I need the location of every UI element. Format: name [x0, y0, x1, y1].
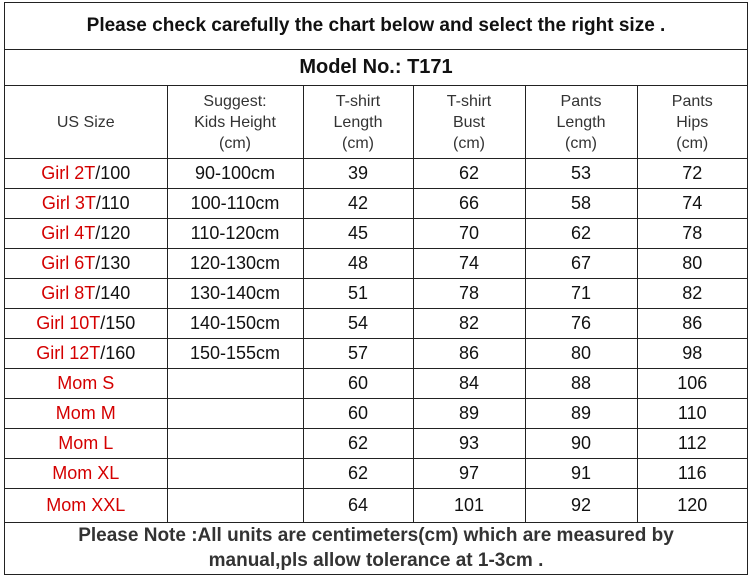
header-line: Hips — [676, 113, 709, 131]
header-line: Pants — [671, 92, 713, 110]
chart-title: Please check carefully the chart below and select the right size . — [5, 3, 747, 50]
size-suffix: /160 — [100, 343, 136, 363]
kids-height-cell: 100-110cm — [167, 189, 303, 219]
pants-length-cell: 90 — [525, 429, 637, 459]
size-table — [5, 86, 747, 523]
tshirt-bust-cell: 97 — [413, 459, 525, 489]
header-line: Suggest: — [203, 92, 267, 110]
table-row — [5, 429, 747, 459]
header-line: Bust — [452, 113, 485, 131]
pants-length-cell: 71 — [525, 279, 637, 309]
kids-height-cell: 140-150cm — [167, 309, 303, 339]
kids-height-cell — [167, 399, 303, 429]
tshirt-length-cell: 54 — [303, 309, 413, 339]
tshirt-length-cell: 62 — [303, 459, 413, 489]
size-cell — [5, 369, 167, 399]
tshirt-length-cell: 60 — [303, 369, 413, 399]
tshirt-length-cell: 42 — [303, 189, 413, 219]
header-us-size — [5, 86, 167, 159]
pants-hips-cell: 74 — [637, 189, 747, 219]
size-suffix: /100 — [95, 163, 131, 183]
size-label: Girl 2T — [41, 163, 96, 183]
header-tshirt-bust — [413, 86, 525, 159]
tshirt-bust-cell: 82 — [413, 309, 525, 339]
table-row — [5, 219, 747, 249]
size-label: Mom S — [57, 373, 115, 393]
kids-height-cell: 120-130cm — [167, 249, 303, 279]
tshirt-length-cell: 39 — [303, 159, 413, 189]
tshirt-length-cell: 48 — [303, 249, 413, 279]
model-number: Model No.: T171 — [5, 50, 747, 86]
header-line: US Size — [56, 113, 115, 131]
header-line: (cm) — [219, 134, 251, 152]
tshirt-length-cell: 45 — [303, 219, 413, 249]
pants-length-cell: 91 — [525, 459, 637, 489]
header-line: Length — [333, 113, 383, 131]
tshirt-length-cell: 57 — [303, 339, 413, 369]
tshirt-length-cell: 64 — [303, 489, 413, 523]
table-row — [5, 489, 747, 523]
table-row — [5, 399, 747, 429]
table-row — [5, 369, 747, 399]
pants-hips-cell: 120 — [637, 489, 747, 523]
pants-hips-cell: 80 — [637, 249, 747, 279]
size-cell — [5, 399, 167, 429]
size-cell — [5, 429, 167, 459]
header-line: T-shirt — [446, 92, 492, 110]
table-row — [5, 309, 747, 339]
tshirt-length-cell: 60 — [303, 399, 413, 429]
tshirt-bust-cell: 89 — [413, 399, 525, 429]
size-suffix: /140 — [95, 283, 131, 303]
size-suffix: /130 — [95, 253, 131, 273]
size-label: Girl 3T — [41, 193, 96, 213]
table-row — [5, 339, 747, 369]
size-label: Girl 4T — [41, 223, 96, 243]
kids-height-cell: 110-120cm — [167, 219, 303, 249]
header-pants-hips — [637, 86, 747, 159]
pants-hips-cell: 86 — [637, 309, 747, 339]
size-cell — [5, 279, 167, 309]
pants-hips-cell: 112 — [637, 429, 747, 459]
pants-hips-cell: 110 — [637, 399, 747, 429]
kids-height-cell — [167, 489, 303, 523]
header-tshirt-length — [303, 86, 413, 159]
tshirt-bust-cell: 66 — [413, 189, 525, 219]
pants-length-cell: 89 — [525, 399, 637, 429]
size-label: Mom M — [55, 403, 116, 423]
tshirt-length-cell: 51 — [303, 279, 413, 309]
header-kids-height — [167, 86, 303, 159]
size-suffix: /150 — [100, 313, 136, 333]
kids-height-cell: 130-140cm — [167, 279, 303, 309]
pants-hips-cell: 82 — [637, 279, 747, 309]
header-line: Kids Height — [194, 113, 276, 131]
header-pants-length — [525, 86, 637, 159]
tshirt-length-cell: 62 — [303, 429, 413, 459]
note-line-2: manual,pls allow tolerance at 1-3cm . — [208, 550, 544, 571]
size-cell — [5, 249, 167, 279]
header-line: (cm) — [342, 134, 374, 152]
header-line: (cm) — [676, 134, 709, 152]
note — [5, 522, 747, 574]
table-row — [5, 279, 747, 309]
kids-height-cell — [167, 459, 303, 489]
size-label: Mom L — [58, 433, 114, 453]
pants-length-cell: 53 — [525, 159, 637, 189]
tshirt-bust-cell: 78 — [413, 279, 525, 309]
size-cell — [5, 489, 167, 523]
pants-hips-cell: 72 — [637, 159, 747, 189]
size-label: Mom XL — [52, 463, 120, 483]
table-row — [5, 249, 747, 279]
tshirt-bust-cell: 70 — [413, 219, 525, 249]
pants-length-cell: 88 — [525, 369, 637, 399]
header-line: T-shirt — [335, 92, 381, 110]
size-cell — [5, 189, 167, 219]
size-cell — [5, 339, 167, 369]
table-row — [5, 459, 747, 489]
size-label: Girl 12T — [36, 343, 101, 363]
header-row — [5, 86, 747, 159]
kids-height-cell: 90-100cm — [167, 159, 303, 189]
size-suffix: /120 — [95, 223, 131, 243]
table-row — [5, 189, 747, 219]
pants-hips-cell: 116 — [637, 459, 747, 489]
size-cell — [5, 159, 167, 189]
header-line: Length — [556, 113, 606, 131]
pants-hips-cell: 106 — [637, 369, 747, 399]
header-line: (cm) — [453, 134, 485, 152]
pants-hips-cell: 98 — [637, 339, 747, 369]
tshirt-bust-cell: 93 — [413, 429, 525, 459]
tshirt-bust-cell: 86 — [413, 339, 525, 369]
pants-length-cell: 67 — [525, 249, 637, 279]
kids-height-cell — [167, 429, 303, 459]
pants-hips-cell: 78 — [637, 219, 747, 249]
tshirt-bust-cell: 101 — [413, 489, 525, 523]
pants-length-cell: 92 — [525, 489, 637, 523]
pants-length-cell: 80 — [525, 339, 637, 369]
tshirt-bust-cell: 74 — [413, 249, 525, 279]
tshirt-bust-cell: 62 — [413, 159, 525, 189]
pants-length-cell: 76 — [525, 309, 637, 339]
size-label: Girl 8T — [41, 283, 96, 303]
size-cell — [5, 309, 167, 339]
note-line-1: Please Note :All units are centimeters(cm) which are measured by — [78, 525, 674, 546]
size-chart — [4, 2, 748, 575]
table-row — [5, 159, 747, 189]
header-line: Pants — [560, 92, 602, 110]
pants-length-cell: 62 — [525, 219, 637, 249]
size-cell — [5, 219, 167, 249]
header-line: (cm) — [565, 134, 597, 152]
size-label: Mom XXL — [46, 495, 126, 515]
pants-length-cell: 58 — [525, 189, 637, 219]
kids-height-cell — [167, 369, 303, 399]
size-cell — [5, 459, 167, 489]
size-label: Girl 10T — [36, 313, 101, 333]
size-suffix: /110 — [95, 193, 130, 213]
table-body — [5, 159, 747, 523]
tshirt-bust-cell: 84 — [413, 369, 525, 399]
kids-height-cell: 150-155cm — [167, 339, 303, 369]
size-label: Girl 6T — [41, 253, 96, 273]
